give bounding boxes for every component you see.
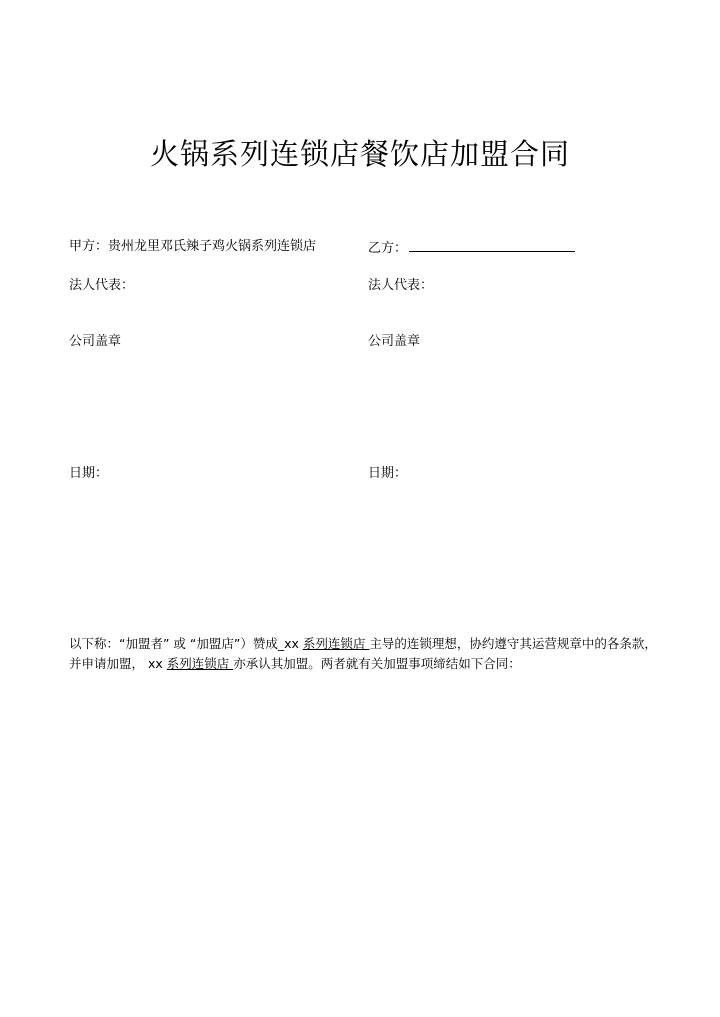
document-title: 火锅系列连锁店餐饮店加盟合同 bbox=[149, 137, 570, 171]
party-a-label: 甲方： bbox=[69, 239, 109, 254]
intro-line-2-start: 并申请加盟， xx bbox=[69, 656, 167, 671]
party-a-line bbox=[69, 238, 316, 256]
party-a-rep-label: 法人代表： bbox=[69, 278, 135, 293]
party-b-line bbox=[368, 238, 575, 258]
party-a-seal-label: 公司盖章 bbox=[69, 334, 122, 349]
party-a-date-label: 日期： bbox=[69, 466, 109, 481]
intro-line-2 bbox=[69, 654, 679, 674]
intro-line-1-start: 以下称：“加盟者” 或 “加盟店”）赞成_xx bbox=[69, 636, 303, 651]
party-a-name: 贵州龙里邓氏辣子鸡火锅系列连锁店 bbox=[108, 239, 317, 254]
intro-line-1 bbox=[69, 634, 679, 654]
party-b-blank-line[interactable] bbox=[409, 238, 575, 252]
intro-line-1-end: 主导的连锁理想，协约遵守其运营规章中的各条款， bbox=[369, 636, 657, 651]
party-b-date-label: 日期： bbox=[368, 466, 408, 481]
intro-line-1-underlined: 系列连锁店 bbox=[302, 636, 370, 651]
party-b-rep-label: 法人代表： bbox=[368, 278, 434, 293]
intro-line-2-end: 亦承认其加盟。两者就有关加盟事项缔结如下合同： bbox=[233, 656, 521, 671]
party-b-seal-label: 公司盖章 bbox=[368, 334, 421, 349]
intro-paragraph bbox=[69, 634, 679, 674]
intro-line-2-underlined: 系列连锁店 bbox=[166, 656, 234, 671]
party-b-label: 乙方： bbox=[368, 241, 408, 256]
